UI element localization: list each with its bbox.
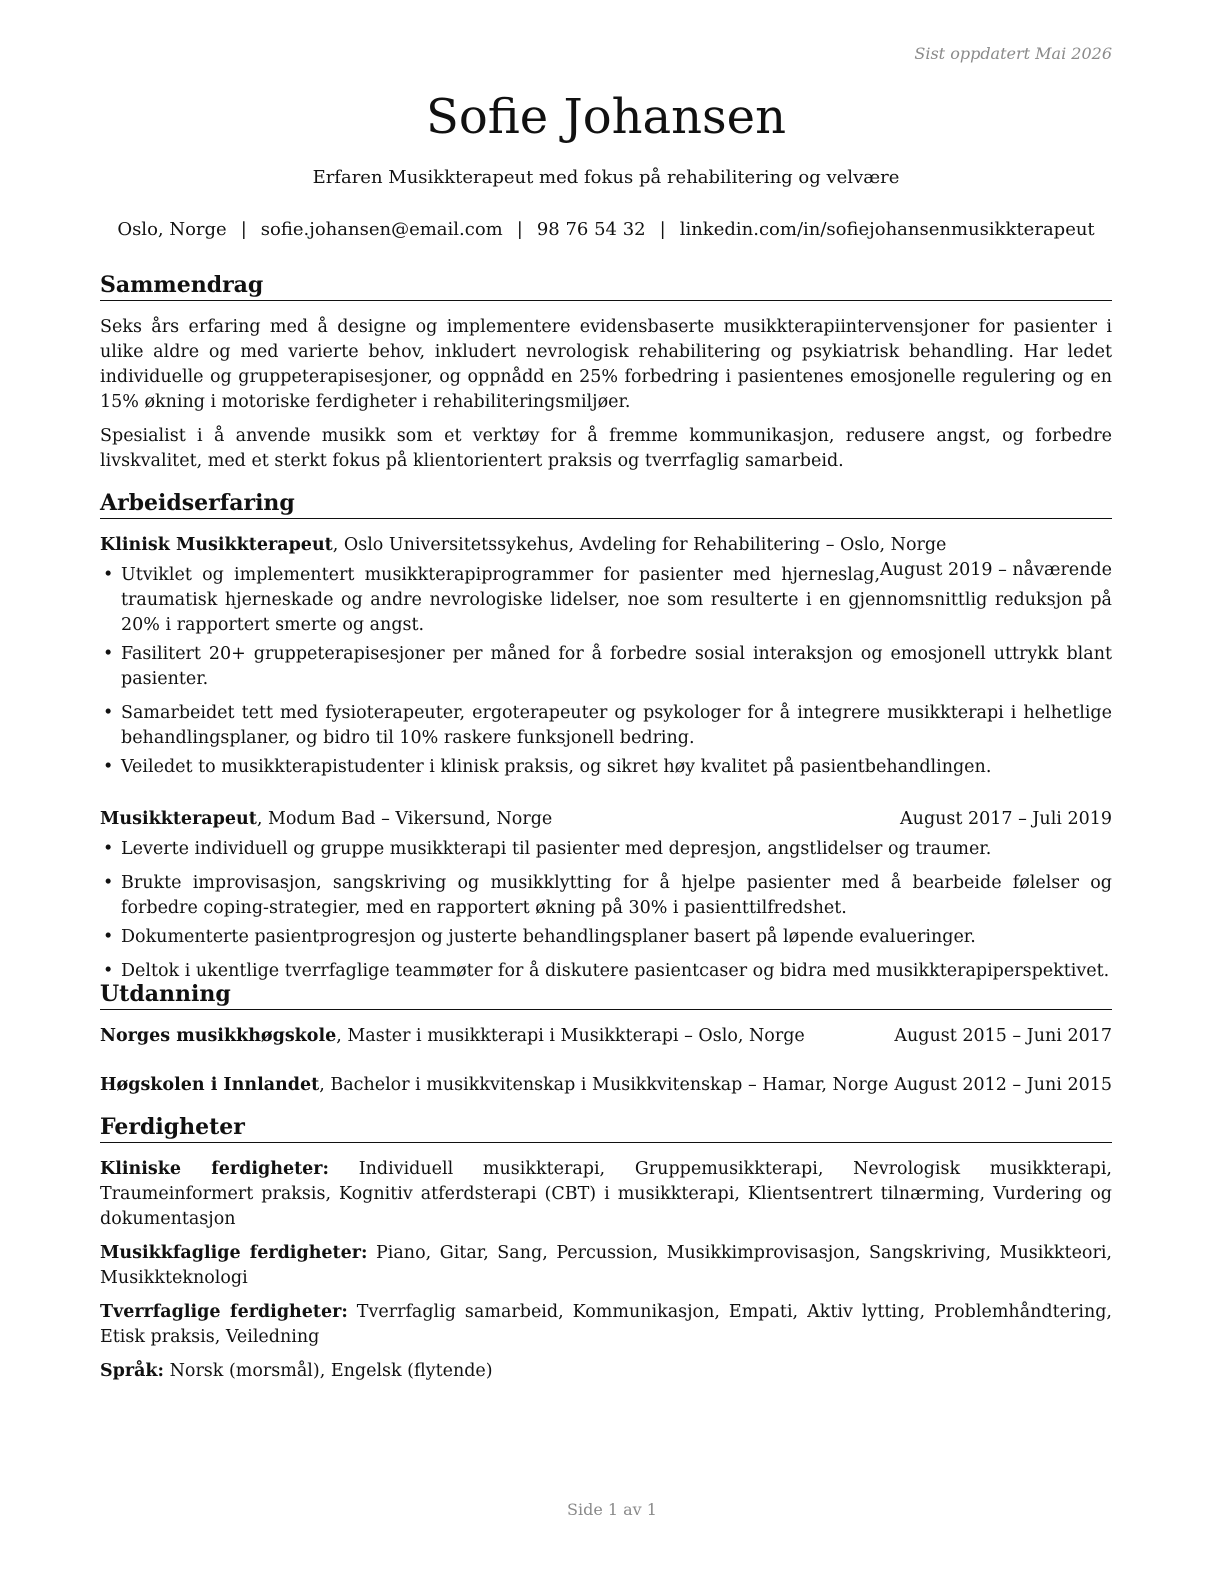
skill-value: Norsk (morsmål), Engelsk (flytende) [164,1361,493,1381]
skill-group [100,1300,1112,1350]
skill-label: Musikkfaglige ferdigheter: [100,1243,368,1263]
list-item: • Samarbeidet tett med fysioterapeuter, ergoterapeuter og psykologer for å integrere musikkterapi i helhetlige behandlingsplaner, og bidro til 10% raskere funksjonell bedring. [100,701,1112,751]
tagline: Erfaren Musikkterapeut med fokus på rehabilitering og velvære [312,167,900,188]
education-section [100,980,1112,1098]
contact-separator: | [659,219,666,240]
section-heading: Sammendrag [100,271,1112,301]
list-item: • Dokumenterte pasientprogresjon og justerte behandlingsplaner basert på løpende evalueringer. [100,925,1112,950]
skill-value: Individuell musikkterapi, Gruppemusikkterapi, Nevrologisk musikkterapi, Traumeinformert praksis, Kognitiv atferdsterapi (CBT) i musikkterapi, Klientsentrert tilnærming, Vurdering og dokumentasjon [100,1159,1112,1229]
section-heading: Ferdigheter [100,1113,1112,1143]
summary-paragraph: Seks års erfaring med å designe og implementere evidensbaserte musikkterapiintervensjoner for pasienter i ulike aldre og med varierte behov, inkludert nevrologisk rehabilitering og psykiatrisk behandling. Har ledet individuelle og gruppeterapisesjoner, og oppnådd en 25% forbedring i pasientenes emosjonelle regulering og en 15% økning i motoriske ferdigheter i rehabiliteringsmiljøer. [100,317,1112,412]
list-item: • Deltok i ukentlige tverrfaglige teammøter for å diskutere pasientcaser og bidra med musikkterapiperspektivet. [100,959,1112,984]
section-heading: Arbeidserfaring [100,489,1112,519]
education-details: , Bachelor i musikkvitenskap i Musikkvitenskap – Hamar, Norge [319,1075,889,1095]
job-details: , Modum Bad – Vikersund, Norge [256,809,553,829]
education-dates: August 2015 – Juni 2017 [894,1026,1112,1046]
skill-group [100,1359,1112,1384]
summary-section [100,271,1112,474]
summary-paragraph: Spesialist i å anvende musikk som et verktøy for å fremme kommunikasjon, redusere angst, og forbedre livskvalitet, med et sterkt fokus på klientorientert praksis og tverrfaglig samarbeid. [100,426,1112,471]
skills-section [100,1113,1112,1384]
education-school: Høgskolen i Innlandet [100,1075,320,1095]
job-header [100,533,1112,580]
job-role: Musikkterapeut [100,809,257,829]
contact-location: Oslo, Norge [117,219,227,240]
contact-separator: | [240,219,247,240]
education-details: , Master i musikkterapi i Musikkterapi – Oslo, Norge [336,1026,805,1046]
page-number: Side 1 av 1 [567,1500,657,1519]
contact-phone: 98 76 54 32 [536,219,646,240]
skill-group [100,1157,1112,1232]
list-item: • Brukte improvisasjon, sangskriving og musikklytting for å hjelpe pasienter med å bearbeide følelser og forbedre coping-strategier, med en rapportert økning på 30% i pasienttilfredshet. [100,871,1112,921]
list-item: • Leverte individuell og gruppe musikkterapi til pasienter med depresjon, angstlidelser og traumer. [100,837,1112,862]
list-item: • Veiledet to musikkterapistudenter i klinisk praksis, og sikret høy kvalitet på pasientbehandlingen. [100,755,1112,780]
candidate-name: Sofie Johansen [426,89,786,145]
experience-section [100,489,1112,984]
job-role: Klinisk Musikkterapeut [100,535,333,555]
skill-value: Tverrfaglig samarbeid, Kommunikasjon, Empati, Aktiv lytting, Problemhåndtering, Etisk praksis, Veiledning [100,1302,1112,1347]
skill-label: Kliniske ferdigheter: [100,1159,329,1179]
skill-label: Tverrfaglige ferdigheter: [100,1302,348,1322]
contact-line [100,219,1112,240]
job-entry [100,807,1112,984]
job-details: , Oslo Universitetssykehus, Avdeling for Rehabilitering – Oslo, Norge [332,535,947,555]
list-item: • Utviklet og implementert musikkterapiprogrammer for pasienter med hjerneslag, traumatisk hjerneskade og andre nevrologiske lidelser, noe som resulterte i en gjennomsnittlig reduksjon på 20% i rapportert smerte og angst. [100,563,1112,638]
job-dates: August 2019 – nåværende [880,560,1112,580]
education-school: Norges musikkhøgskole [100,1026,337,1046]
skill-value: Piano, Gitar, Sang, Percussion, Musikkimprovisasjon, Sangskriving, Musikkteori, Musikkteknologi [100,1243,1112,1288]
job-bullets [100,563,1112,780]
skill-group [100,1241,1112,1291]
last-updated: Sist oppdatert Mai 2026 [914,44,1112,63]
education-dates: August 2012 – Juni 2015 [894,1075,1112,1095]
job-header [100,807,1112,832]
contact-linkedin[interactable]: linkedin.com/in/sofiejohansenmusikkterapeut [679,219,1095,240]
contact-email[interactable]: sofie.johansen@email.com [260,219,503,240]
skill-label: Språk: [100,1361,165,1381]
education-entry [100,1073,1112,1098]
list-item: • Fasilitert 20+ gruppeterapisesjoner per måned for å forbedre sosial interaksjon og emosjonell uttrykk blant pasienter. [100,642,1112,692]
section-heading: Utdanning [100,980,1112,1010]
education-entry [100,1024,1112,1049]
contact-separator: | [516,219,523,240]
job-dates: August 2017 – Juli 2019 [900,809,1112,829]
job-entry [100,533,1112,780]
job-bullets [100,837,1112,984]
